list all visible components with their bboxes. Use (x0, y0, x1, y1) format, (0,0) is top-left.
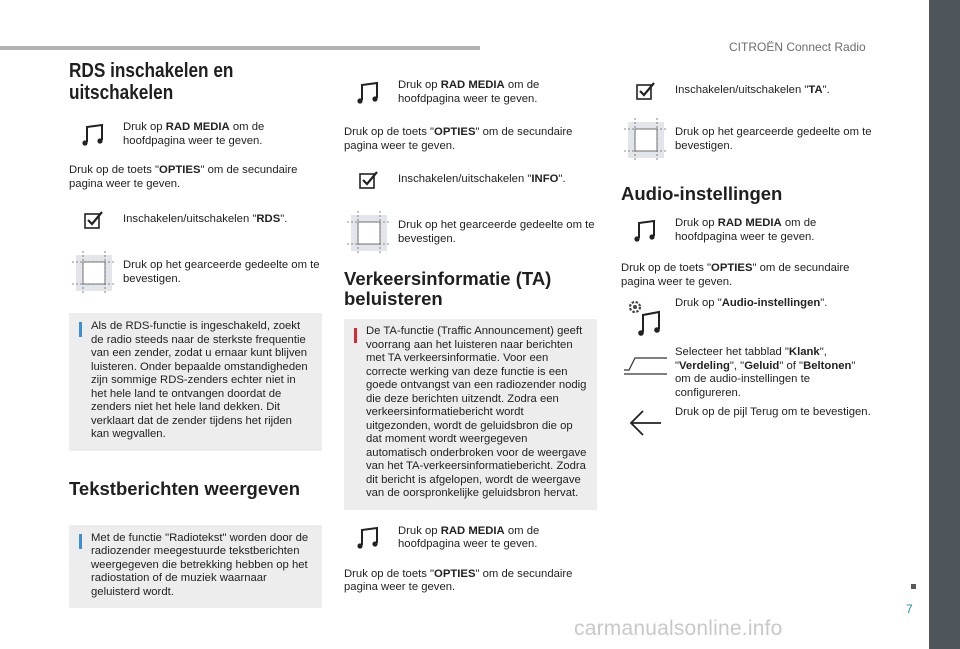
watermark: carmanualsonline.info (574, 617, 783, 640)
settings-music-icon (621, 293, 670, 342)
step-rad-media (621, 206, 874, 255)
column-audio (621, 66, 874, 440)
note-text: Als de RDS-functie is ingeschakeld, zoekt de radio steeds naar de sterkste frequentie van een zender, zodat u ernaar kunt blijven luisteren. Onder bepaalde omstandigheden zijn sommige RDS-zenders echter niet in het hele land te ontvangen doordat de zenders niet het hele land dekken. Dit verklaart dat de zender tijdens het rijden kan wegvallen. (91, 320, 308, 440)
music-note-icon (69, 110, 118, 159)
note-text: Met de functie "Radiotekst" worden door de radiozender meegestuurde tekstberichten weergegeven die betrekking hebben op het radiostation of de muziek waarnaar geluisterd wordt. (91, 531, 309, 598)
step-text: Druk op het gearceerde gedeelte om te bevestigen. (123, 259, 320, 285)
step-select-tab (621, 346, 874, 400)
section-heading-radiotext: Tekstberichten weergeven (69, 477, 300, 499)
step-text: Druk op RAD MEDIA om de hoofdpagina weer te geven. (123, 121, 265, 147)
checkbox-icon (344, 155, 393, 204)
music-note-icon (344, 514, 393, 563)
step-toggle-ta (621, 66, 874, 115)
step-text: Druk op de pijl Terug om te bevestigen. (675, 406, 871, 418)
tab-icon (621, 350, 670, 380)
step-text: Druk op het gearceerde gedeelte om te bevestigen. (675, 126, 872, 152)
checkbox-icon (621, 66, 670, 115)
step-rad-media (344, 514, 597, 563)
grid-confirm-icon (344, 208, 393, 257)
step-text: Druk op RAD MEDIA om de hoofdpagina weer te geven. (398, 79, 540, 105)
step-rad-media (344, 68, 597, 117)
step-text: Druk op "Audio-instellingen". (675, 297, 828, 309)
continue-marker (911, 584, 916, 589)
options-paragraph: Druk op de toets "OPTIES" om de secundaire pagina weer te geven. (344, 567, 573, 593)
checkbox-icon (69, 195, 118, 244)
step-toggle-info (344, 155, 597, 204)
info-note-radiotext (69, 525, 322, 609)
column-ta (344, 68, 597, 595)
page-header-title: CITROËN Connect Radio (729, 40, 866, 54)
music-note-icon (621, 206, 670, 255)
section-heading-rds: RDS inschakelen en uitschakelen (69, 60, 234, 104)
warning-note-ta (344, 319, 597, 510)
page-number: 7 (906, 602, 913, 616)
info-note-rds (69, 313, 322, 451)
step-confirm (621, 115, 874, 164)
step-text: Druk op RAD MEDIA om de hoofdpagina weer te geven. (675, 217, 817, 243)
section-heading-ta: Verkeersinformatie (TA) beluisteren (344, 268, 552, 309)
options-paragraph: Druk op de toets "OPTIES" om de secundaire pagina weer te geven. (69, 164, 298, 190)
step-back (621, 406, 874, 440)
step-confirm (344, 208, 597, 257)
step-text: Inschakelen/uitschakelen "INFO". (398, 172, 566, 185)
step-text: Selecteer het tabblad "Klank", "Verdeling", "Geluid" of "Beltonen" om de audio-instellingen te configureren. (675, 346, 856, 399)
music-note-icon (344, 68, 393, 117)
options-paragraph: Druk op de toets "OPTIES" om de secundaire pagina weer te geven. (621, 262, 850, 288)
step-rad-media (69, 110, 322, 159)
step-text: Inschakelen/uitschakelen "RDS". (123, 212, 288, 225)
options-paragraph: Druk op de toets "OPTIES" om de secundaire pagina weer te geven. (344, 126, 573, 152)
column-rds (69, 60, 322, 608)
step-audio-settings (621, 293, 874, 342)
step-text: Inschakelen/uitschakelen "TA". (675, 83, 830, 96)
info-icon (79, 322, 82, 337)
step-text: Druk op RAD MEDIA om de hoofdpagina weer te geven. (398, 524, 540, 550)
header-rule (0, 46, 480, 50)
section-heading-audio: Audio-instellingen (621, 183, 783, 204)
step-toggle-rds (69, 195, 322, 244)
side-tab-bar (929, 0, 960, 649)
step-confirm (69, 248, 322, 297)
step-text: Druk op het gearceerde gedeelte om te bevestigen. (398, 219, 595, 245)
back-arrow-icon (621, 406, 670, 440)
warning-icon (354, 328, 357, 343)
note-text: De TA-functie (Traffic Announcement) geeft voorrang aan het luisteren naar berichten met TA verkeersinformatie. Voor een correcte werking van deze functie is een goede ontvangst van een radiozender nodig die deze berichten uitzendt. Zodra een verkeersinformatiebericht wordt uitgezonden, wordt de geluidsbron die op dat moment wordt weergegeven automatisch onderbroken voor de weergave van het TA-verkeersinformatiebericht. Zodra dit bericht is afgelopen, wordt de weergave van de oorspronkelijke geluidsbron hervat. (366, 325, 587, 499)
info-icon (79, 534, 82, 549)
grid-confirm-icon (69, 248, 118, 297)
grid-confirm-icon (621, 115, 670, 164)
